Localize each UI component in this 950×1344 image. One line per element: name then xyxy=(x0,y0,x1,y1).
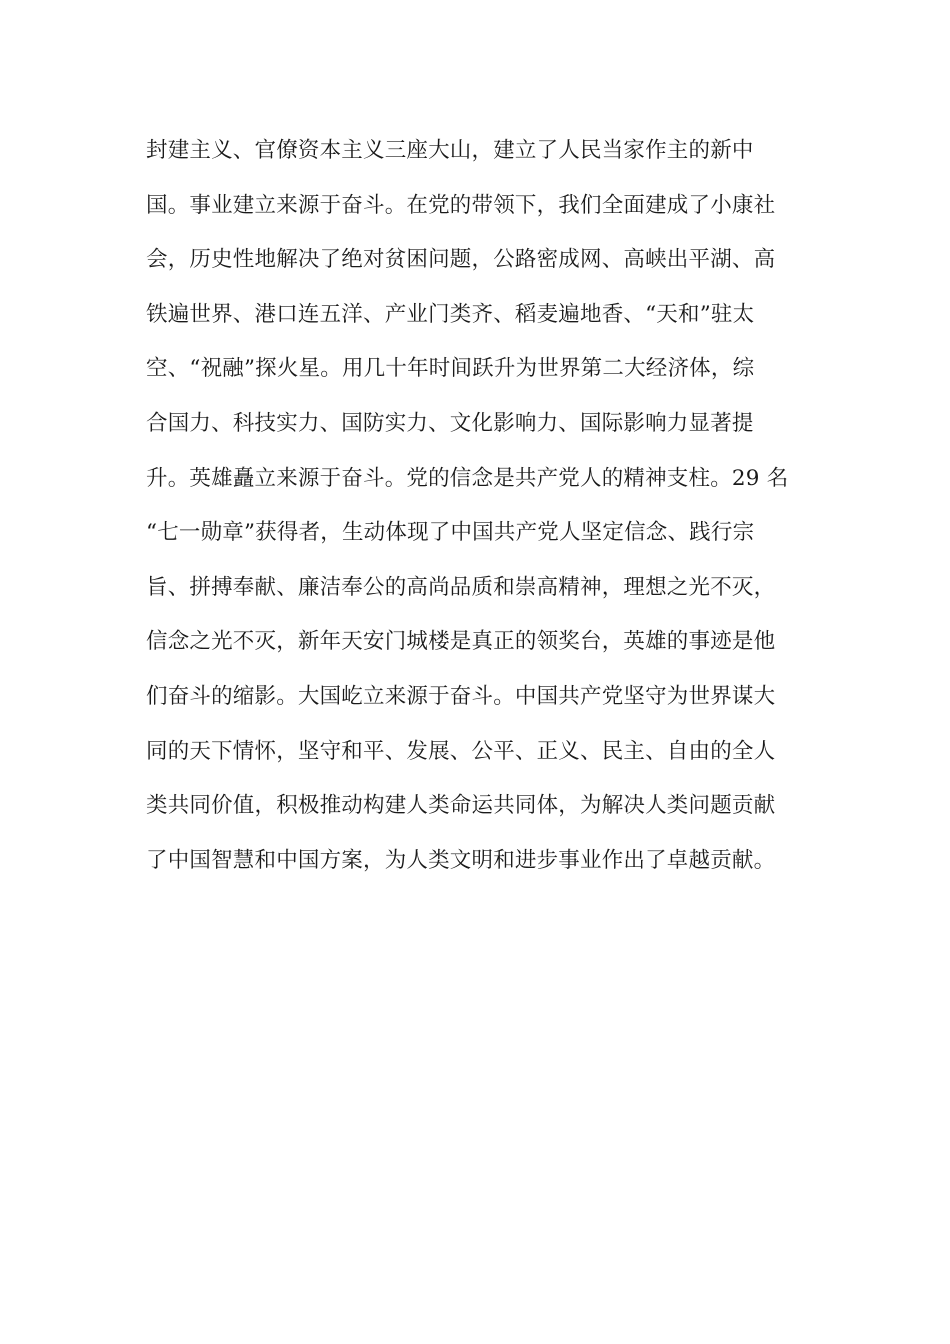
text-line: 会，历史性地解决了绝对贫困问题，公路密成网、高峡出平湖、高 xyxy=(146,247,776,273)
text-line: “七一勋章”获得者，生动体现了中国共产党人坚定信念、践行宗 xyxy=(146,520,755,546)
text-line: 国。事业建立来源于奋斗。在党的带领下，我们全面建成了小康社 xyxy=(146,192,776,218)
text-line: 旨、拼搏奉献、廉洁奉公的高尚品质和崇高精神，理想之光不灭， xyxy=(146,574,776,600)
text-line: 升。英雄矗立来源于奋斗。党的信念是共产党人的精神支柱。29 名 xyxy=(146,465,789,491)
text-line: 了中国智慧和中国方案，为人类文明和进步事业作出了卓越贡献。 xyxy=(146,847,776,873)
text-line: 同的天下情怀，坚守和平、发展、公平、正义、民主、自由的全人 xyxy=(146,738,776,764)
text-line: 铁遍世界、港口连五洋、产业门类齐、稻麦遍地香、“天和”驻太 xyxy=(146,301,755,327)
text-line: 合国力、科技实力、国防实力、文化影响力、国际影响力显著提 xyxy=(146,410,754,436)
text-line: 们奋斗的缩影。大国屹立来源于奋斗。中国共产党坚守为世界谋大 xyxy=(146,683,776,709)
text-line: 类共同价值，积极推动构建人类命运共同体，为解决人类问题贡献 xyxy=(146,793,776,819)
body-paragraph xyxy=(146,128,806,892)
text-line: 封建主义、官僚资本主义三座大山，建立了人民当家作主的新中 xyxy=(146,138,754,163)
text-line: 空、“祝融”探火星。用几十年时间跃升为世界第二大经济体，综 xyxy=(146,356,755,382)
text-line: 信念之光不灭，新年天安门城楼是真正的领奖台，英雄的事迹是他 xyxy=(146,629,776,655)
